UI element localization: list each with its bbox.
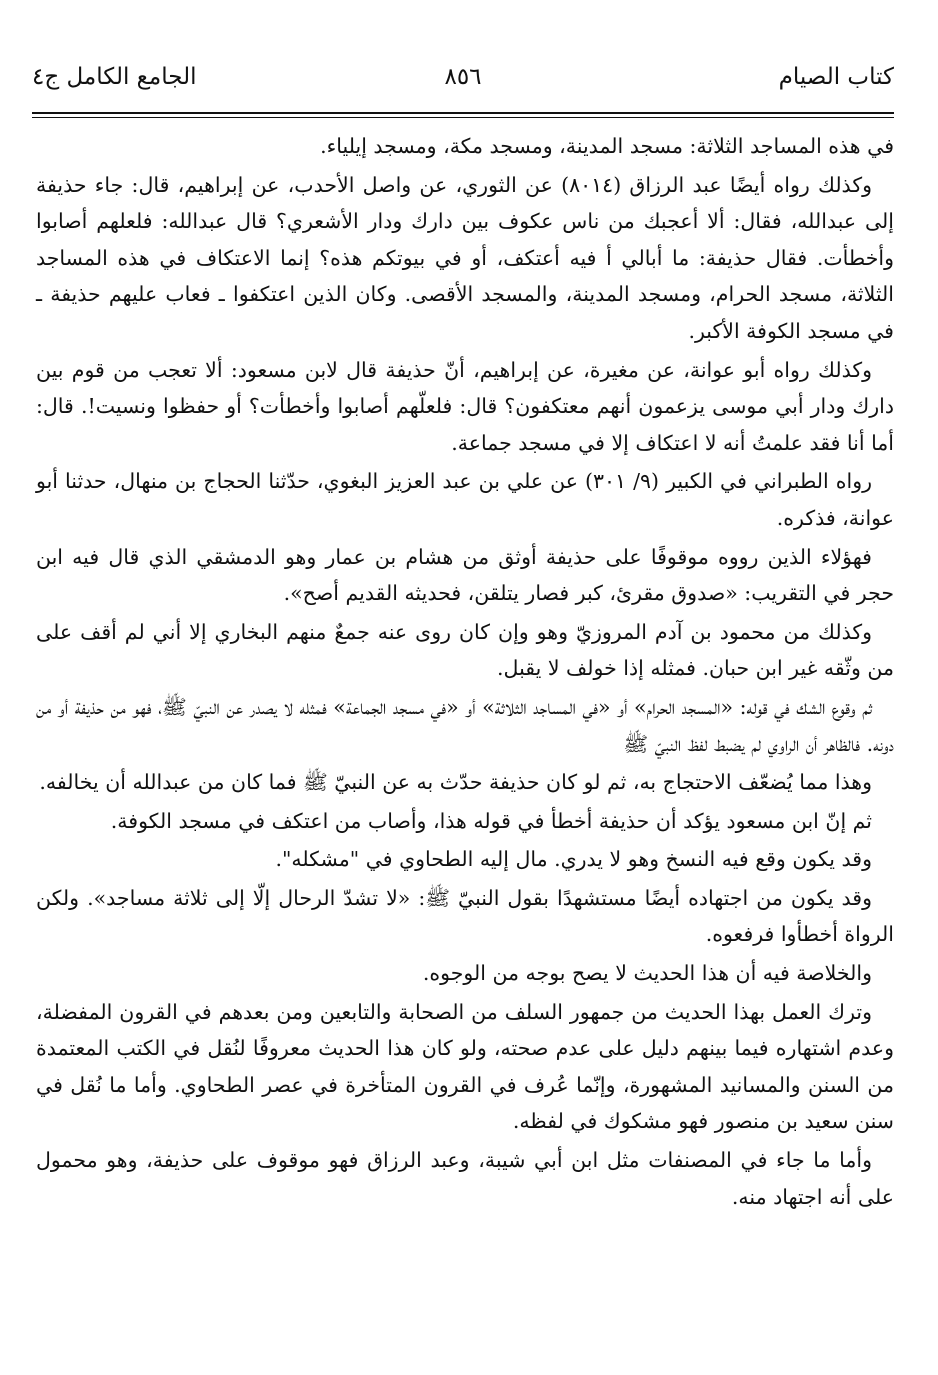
paragraph: ثم وقوع الشك في قوله: «المسجد الحرام» أو «في المساجد الثلاثة» أو «في مسجد الجماعة» فمثله لا يصدر عن النبيّ ﷺ، فهو من حذيفة أو من دونه. فالظاهر أن الراوي لم يضبط لفظ النبيّ ﷺ xyxy=(36,694,894,756)
paragraph: والخلاصة فيه أن هذا الحديث لا يصح بوجه من الوجوه. xyxy=(422,961,872,986)
page-header xyxy=(32,64,894,104)
paragraph: وكذلك رواه أيضًا عبد الرزاق (٨٠١٤) عن الثوري، عن واصل الأحدب، عن إبراهيم، قال: جاء حذيفة إلى عبدالله، فقال: ألا أعجبك من ناس عكوف بين دارك ودار الأشعري؟ قال عبدالله: فلعلهم أصابوا وأخطأت. فقال حذيفة: ما أبالي أ فيه أعتكف، أو في بيوتكم هذه؟ إنما الاعتكاف في هذه المساجد الثلاثة، مسجد الحرام، ومسجد المدينة، والمسجد الأقصى. وكان الذين اعتكفوا ـ فعاب عليهم حذيفة ـ في مسجد الكوفة الأكبر. xyxy=(36,172,894,343)
paragraph: وكذلك رواه أبو عوانة، عن مغيرة، عن إبراهيم، أنّ حذيفة قال لابن مسعود: ألا تعجب من قوم بين دارك ودار أبي موسى يزعمون أنهم معتكفون؟ قال: فلعلّهم أصابوا وأخطأت؟ أو حفظوا ونسيت!. قال: أما أنا فقد علمتُ أنه لا اعتكاف إلا في مسجد جماعة. xyxy=(36,357,894,455)
page-body xyxy=(36,128,894,1215)
paragraph: رواه الطبراني في الكبير (٩/ ٣٠١) عن علي بن عبد العزيز البغوي، حدّثنا الحجاج بن منهال، حدثنا أبو عوانة، فذكره. xyxy=(36,469,894,530)
paragraph: فهؤلاء الذين رووه موقوفًا على حذيفة أوثق من هشام بن عمار وهو الدمشقي الذي قال فيه ابن حجر في التقريب: «صدوق مقرئ، كبر فصار يتلقن، فحديثه القديم أصح». xyxy=(36,544,894,606)
page-number: ٨٥٦ xyxy=(444,64,482,90)
paragraph: وترك العمل بهذا الحديث من جمهور السلف من الصحابة والتابعين ومن بعدهم في القرون المفضلة، وعدم اشتهاره فيما بينهم دليل على عدم صحته، ولو كان هذا الحديث معروفًا لنُقل في الكتب المعتمدة من السنن والمسانيد المشهورة، وإنّما عُرف في القرون المتأخرة في عصر الطحاوي. وأما ما نُقل في سنن سعيد بن منصور فهو مشكوك في لفظه. xyxy=(36,999,894,1134)
header-rule xyxy=(32,112,894,114)
volume-label: الجامع الكامل ج٤ xyxy=(32,64,197,90)
paragraph: وكذلك من محمود بن آدم المروزيّ وهو وإن كان روى عنه جمعٌ منهم البخاري إلا أني لم أقف على من وثّقه غير ابن حبان. فمثله إذا خولف لا يقبل. xyxy=(36,619,894,681)
book-title: كتاب الصيام xyxy=(778,64,894,90)
header-rule-thin xyxy=(32,117,894,118)
paragraph: ثم إنّ ابن مسعود يؤكد أن حذيفة أخطأ في قوله هذا، وأصاب من اعتكف في مسجد الكوفة. xyxy=(110,808,872,833)
paragraph: في هذه المساجد الثلاثة: مسجد المدينة، ومسجد مكة، ومسجد إيلياء. xyxy=(320,134,894,158)
paragraph: وقد يكون من اجتهاده أيضًا مستشهدًا بقول النبيّ ﷺ: «لا تشدّ الرحال إلّا إلى ثلاثة مساجد». ولكن الرواة أخطأوا فرفعوه. xyxy=(36,885,894,947)
paragraph: وهذا مما يُضعّف الاحتجاج به، ثم لو كان حذيفة حدّث به عن النبيّ ﷺ فما كان من عبدالله أن يخالفه. xyxy=(39,770,872,795)
paragraph: وقد يكون وقع فيه النسخ وهو لا يدري. مال إليه الطحاوي في "مشكله". xyxy=(275,847,872,872)
paragraph: وأما ما جاء في المصنفات مثل ابن أبي شيبة، وعبد الرزاق فهو موقوف على حذيفة، وهو محمول على أنه اجتهاد منه. xyxy=(36,1148,894,1209)
